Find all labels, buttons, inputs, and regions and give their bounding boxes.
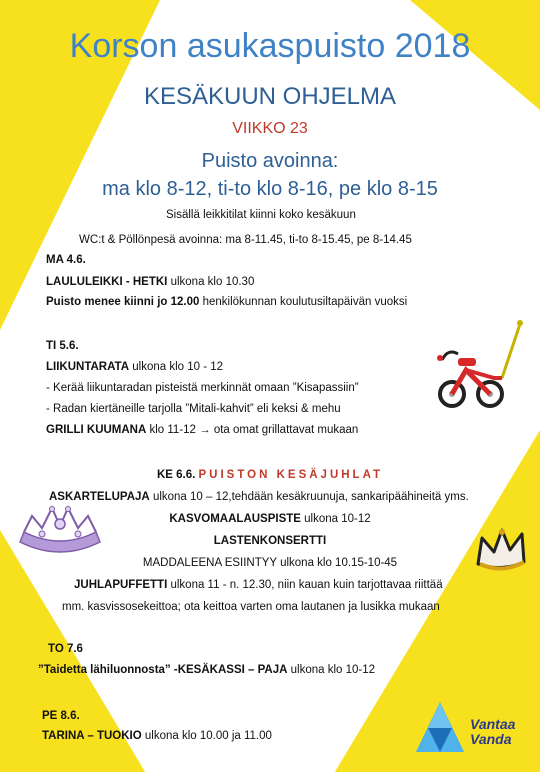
monday-heading: MA 4.6.	[46, 254, 86, 266]
thursday-event-title: ”Taidetta lähiluonnosta” -KESÄKASSI – PAJA	[38, 664, 288, 676]
friday-event	[42, 726, 272, 746]
vantaa-logo-icon	[414, 700, 466, 754]
tuesday-grill-title: GRILLI KUUMANA	[46, 424, 147, 436]
tiara-image	[14, 502, 106, 562]
thursday-event	[38, 660, 375, 680]
tuesday-event-title: LIIKUNTARATA	[46, 361, 130, 373]
logo-line-finnish: Vantaa	[470, 716, 516, 732]
tuesday-event	[46, 357, 223, 377]
tuesday-bullet-1: - Kerää liikuntaradan pisteistä merkinnät omaan ”Kisapassiin”	[46, 382, 359, 394]
party-buffet-title: JUHLAPUFFETTI	[74, 579, 168, 591]
monday-event-detail: ulkona klo 10.30	[167, 276, 255, 288]
concert-performer: MADDALEENA ESIINTYY ulkona klo 10.15-10-45	[142, 557, 398, 569]
soup-notice: mm. kasvissosekeittoa; ota keittoa varten oma lautanen ja lusikka mukaan	[62, 601, 440, 613]
tuesday-grill-detail: klo 11-12 → ota omat grillattavat mukaan	[146, 424, 359, 436]
festival-title: PUISTON KESÄJUHLAT	[198, 469, 384, 481]
tuesday-bullet-2: - Radan kiertäneille tarjolla ”Mitali-kahvit” eli keksi & mehu	[46, 403, 341, 415]
face-painting-title: KASVOMAALAUSPISTE	[169, 513, 301, 525]
bottom-white-strip	[0, 772, 540, 780]
tuesday-event-detail: ulkona klo 10 - 12	[129, 361, 224, 373]
concert-heading: LASTENKONSERTTI	[213, 535, 327, 547]
face-painting-detail: ulkona 10-12	[300, 513, 371, 525]
tricycle-image	[432, 318, 532, 418]
tuesday-heading: TI 5.6.	[46, 340, 79, 352]
program-subtitle: KESÄKUUN OHJELMA	[143, 83, 397, 110]
thursday-event-detail: ulkona klo 10-12	[287, 664, 376, 676]
crown-image	[472, 520, 530, 578]
party-buffet-detail: ulkona 11 - n. 12.30, niin kauan kuin tarjottavaa riittää	[167, 579, 443, 591]
monday-closing-detail: henkilökunnan koulutusiltapäivän vuoksi	[199, 296, 408, 308]
wc-notice: WC:t & Pöllönpesä avoinna: ma 8-11.45, ti-to 8-15.45, pe 8-14.45	[79, 234, 412, 246]
thursday-heading: TO 7.6	[48, 643, 83, 655]
logo-line-swedish: Vanda	[470, 731, 512, 747]
opening-heading: Puisto avoinna:	[201, 150, 339, 172]
craft-workshop	[49, 487, 469, 507]
monday-event-title: LAULULEIKKI - HETKI	[46, 276, 168, 288]
monday-event	[46, 272, 254, 292]
monday-closing-title: Puisto menee kiinni jo 12.00	[46, 296, 200, 308]
friday-event-title: TARINA – TUOKIO	[42, 730, 142, 742]
vantaa-logo-text	[470, 717, 515, 747]
wednesday-heading	[0, 465, 540, 485]
wednesday-date: KE 6.6.	[156, 469, 199, 481]
party-buffet	[74, 575, 443, 595]
friday-event-detail: ulkona klo 10.00 ja 11.00	[141, 730, 272, 742]
opening-hours: ma klo 8-12, ti-to klo 8-16, pe klo 8-15	[102, 178, 438, 200]
indoor-notice: Sisällä leikkitilat kiinni koko kesäkuun	[166, 209, 356, 221]
page-title: Korson asukaspuisto 2018	[69, 27, 471, 65]
craft-workshop-detail: ulkona 10 – 12,tehdään kesäkruunuja, sankaripäähineitä yms.	[149, 491, 469, 503]
tuesday-grill	[46, 420, 358, 440]
week-label: VIIKKO 23	[232, 120, 308, 137]
monday-closing	[46, 292, 407, 312]
craft-workshop-title: ASKARTELUPAJA	[49, 491, 150, 503]
friday-heading: PE 8.6.	[42, 710, 80, 722]
